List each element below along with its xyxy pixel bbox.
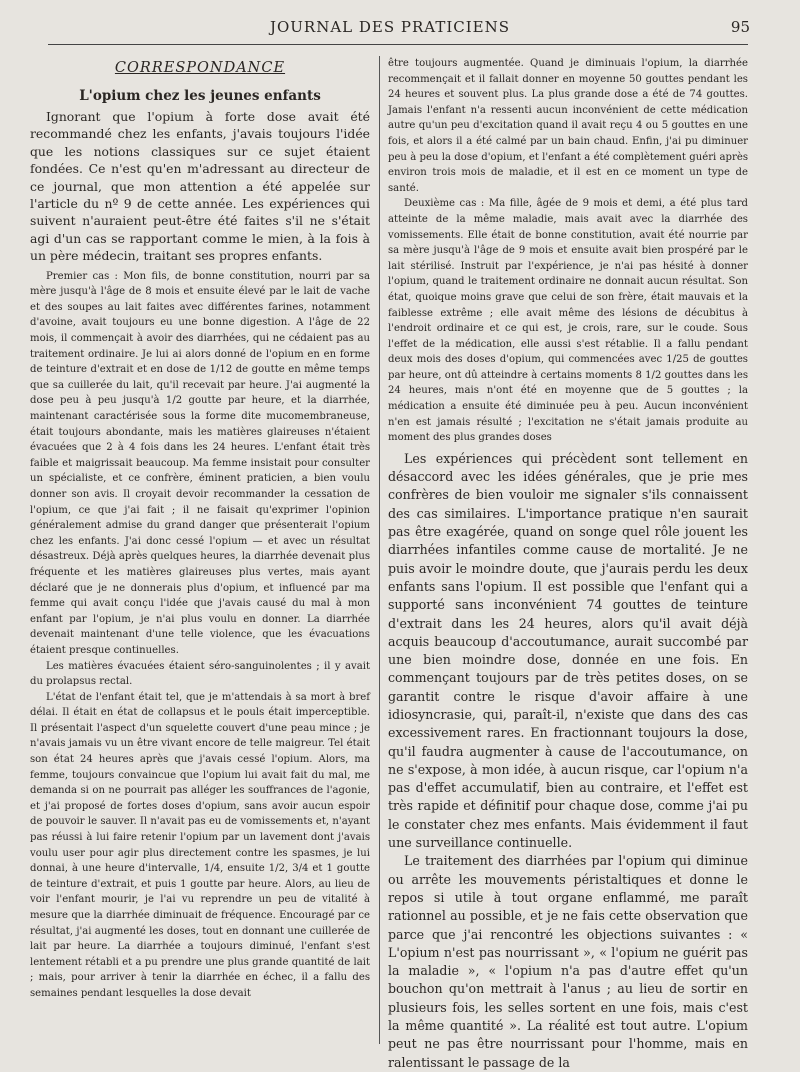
case-paragraph: Deuxième cas : Ma fille, âgée de 9 mois et demi, a été plus tard atteinte de la même maladie, mais avait avec la diarrhée des vomissements. Elle était de bonne constitution, avait été nourrie par sa mère jusqu'à l'âge de 9 mois et ensuite avait bien prospéré par le lait stérilisé. Instruit par l'expérience, je n'ai pas hésité à donner l'opium, quand le traitement ordinaire ne donnait aucun résultat. Son état, quoique moins grave que celui de son frère, était mauvais et la faiblesse extrême ; elle avait même des lésions de décubitus à l'endroit ordinaire et ce qui est, je crois, rare, sur le coude. Sous l'effet de la médication, elle aussi s'est rétablie. Il a fallu pendant deux mois des doses d'opium, qui commencées avec 1/25 de gouttes par heure, ont dû atteindre à certains moments 8 1/2 gouttes dans les 24 heures, mais n'ont été en moyenne que de 5 gouttes ; la médication a ensuite été diminuée peu à peu. Aucun inconvénient n'en est jamais résulté ; l'excitation ne s'était jamais produite au moment des plus grandes doses <box>388 198 748 444</box>
case-one-block <box>30 269 370 1002</box>
case-paragraph: Les matières évacuées étaient séro-sanguinolentes ; il y avait du prolapsus rectal. <box>30 660 370 688</box>
header-rule <box>48 44 748 45</box>
case-paragraph: Premier cas : Mon fils, de bonne constitution, nourri par sa mère jusqu'à l'âge de 8 mois et ensuite élevé par le lait de vache et des soupes au lait faites avec différentes farines, notamment d'avoine, avait toujours eu une bonne digestion. A l'âge de 22 mois, il commençait à avoir des diarrhées, qui ne cédaient pas au traitement ordinaire. Je lui ai alors donné de l'opium en en forme de teinture d'extrait et en dose de 1/12 de goutte en même temps que sa cuillerée du lait, qu'il recevait par heure. J'ai augmenté la dose peu à peu jusqu'à 1/2 goutte par heure, et la diarrhée, maintenant caractérisée sous la forme dite mucomembraneuse, était toujours abondante, mais les matières glaireuses n'étaient évacuées que 2 à 4 fois dans les 24 heures. L'enfant était très faible et maigrissait beaucoup. Ma femme insistait pour consulter un spécialiste, et ce confrère, éminent praticien, a bien voulu donner son avis. Il croyait devoir recommander la cessation de l'opium, ce que j'ai fait ; il ne faisait qu'exprimer l'opinion généralement admise du grand danger que présenterait l'opium chez les enfants. J'ai donc cessé l'opium — et avec un résultat désastreux. Déjà après quelques heures, la diarrhée devenait plus fréquente et les matières glaireuses plus vertes, mais ayant déclaré que je ne donnerais plus d'opium, et influencé par ma femme qui avait conçu l'idée que j'avais causé du mal à mon enfant par l'opium, je n'ai plus voulu en donner. La diarrhée devenait maintenant d'une telle violence, que les évacuations étaient presque continuelles. <box>30 270 370 656</box>
intro-paragraph: Ignorant que l'opium à forte dose avait été recommandé chez les enfants, j'avais toujours l'idée que les notions classiques sur ce sujet étaient fondées. Ce n'est qu'en m'adressant au directeur de ce journal, que mon attention a été appelée sur l'article du nº 9 de cette année. Les expériences qui suivent n'auraient peut-être été faites s'il ne s'était agi d'un cas se rapportant comme le mien, à la fois à un père médecin, traitant ses propres enfants. <box>30 109 370 264</box>
left-column <box>30 56 370 1044</box>
case-paragraph: être toujours augmentée. Quand je diminuais l'opium, la diarrhée recommençait et il fallait donner en moyenne 50 gouttes pendant les 24 heures et souvent plus. La plus grande dose a été de 74 gouttes. Jamais l'enfant n'a ressenti aucun inconvénient de cette médication autre qu'un peu d'excitation quand il avait reçu 4 ou 5 gouttes en une fois, et alors il a été calmé par un bain chaud. Enfin, j'ai pu diminuer peu à peu la dose d'opium, et l'enfant a été complètement guéri après environ trois mois de maladie, et il est en ce moment un type de santé. <box>388 58 748 194</box>
discussion-block <box>388 450 748 1072</box>
discussion-paragraph: Le traitement des diarrhées par l'opium qui diminue ou arrête les mouvements péristaltiques et donne le repos si utile à tout organe enflammé, me paraît rationnel au possible, et je ne fais cette observation que parce que j'ai rencontré les objections suivantes : « L'opium n'est pas nourrissant », « l'opium ne guérit pas la maladie », « l'opium n'a pas d'autre effet qu'un bouchon qu'on mettrait à l'anus ; au lieu de sortir en plusieurs fois, les selles sortent en une fois, mais c'est la même quantité ». La réalité est tout autre. L'opium peut ne pas être nourrissant pour l'homme, mais en ralentissant le passage de la <box>388 853 748 1070</box>
running-title: JOURNAL DES PRATICIENS <box>269 18 511 36</box>
section-title: CORRESPONDANCE <box>114 60 286 76</box>
page-header <box>30 18 750 40</box>
column-divider <box>379 56 380 1044</box>
intro-block <box>30 108 370 265</box>
case-two-block <box>388 56 748 446</box>
page-number: 95 <box>730 18 750 36</box>
case-paragraph: L'état de l'enfant était tel, que je m'attendais à sa mort à bref délai. Il était en état de collapsus et le pouls était imperceptible. Il présentait l'aspect d'un squelette couvert d'une peau mince ; je n'avais jamais vu un être vivant encore de telle maigreur. Tel était son état 24 heures après que j'avais cessé l'opium. Alors, ma femme, toujours convaincue que l'opium lui avait fait du mal, me demanda si on ne pourrait pas alléger les souffrances de l'agonie, et j'ai proposé de fortes doses d'opium, sans avoir aucun espoir de pouvoir le sauver. Il n'avait pas eu de vomissements et, n'ayant pas réussi à lui faire retenir l'opium par un lavement dont j'avais voulu user pour agir plus directement contre les spasmes, je lui donnai, à une heure d'intervalle, 1/4, ensuite 1/2, 3/4 et 1 goutte de teinture d'extrait, et puis 1 goutte par heure. Alors, au lieu de voir l'enfant mourir, je l'ai vu reprendre un peu de vitalité à mesure que la diarrhée diminuait de fréquence. Encouragé par ce résultat, j'ai augmenté les doses, tout en donnant une cuillerée de lait par heure. La diarrhée a toujours diminué, l'enfant s'est lentement rétabli et a pu prendre une plus grande quantité de lait ; mais, pour arriver à tenir la diarrhée en échec, il a fallu des semaines pendant lesquelles la dose devait <box>30 691 370 999</box>
article-title: L'opium chez les jeunes enfants <box>79 88 321 104</box>
discussion-paragraph: Les expériences qui précèdent sont tellement en désaccord avec les idées générales, que je prie mes confrères de bien vouloir me signaler s'ils connaissent des cas similaires. L'importance pratique n'en saurait pas être exagérée, quand on songe quel rôle jouent les diarrhées infantiles comme cause de mortalité. Je ne puis avoir le moindre doute, que j'aurais perdu les deux enfants sans l'opium. Il est possible que l'enfant qui a supporté sans inconvénient 74 gouttes de teinture d'extrait dans les 24 heures, alors qu'il avait déjà acquis beaucoup d'accoutumance, aurait succombé par une bien moindre dose, donnée en une fois. En commençant toujours par de très petites doses, on se garantit contre le risque d'avoir affaire à une idiosyncrasie, qui, paraît-il, n'existe que dans des cas excessivement rares. En fractionnant toujours la dose, qu'il faudra augmenter à cause de l'accoutumance, on ne s'expose, à mon idée, à aucun risque, car l'opium n'a pas d'effet accumulatif, bien au contraire, et l'effet est très rapide et définitif pour chaque dose, comme j'ai pu le constater chez mes enfants. Mais évidemment il faut une surveillance continuelle. <box>388 450 748 851</box>
right-column <box>388 56 748 1070</box>
